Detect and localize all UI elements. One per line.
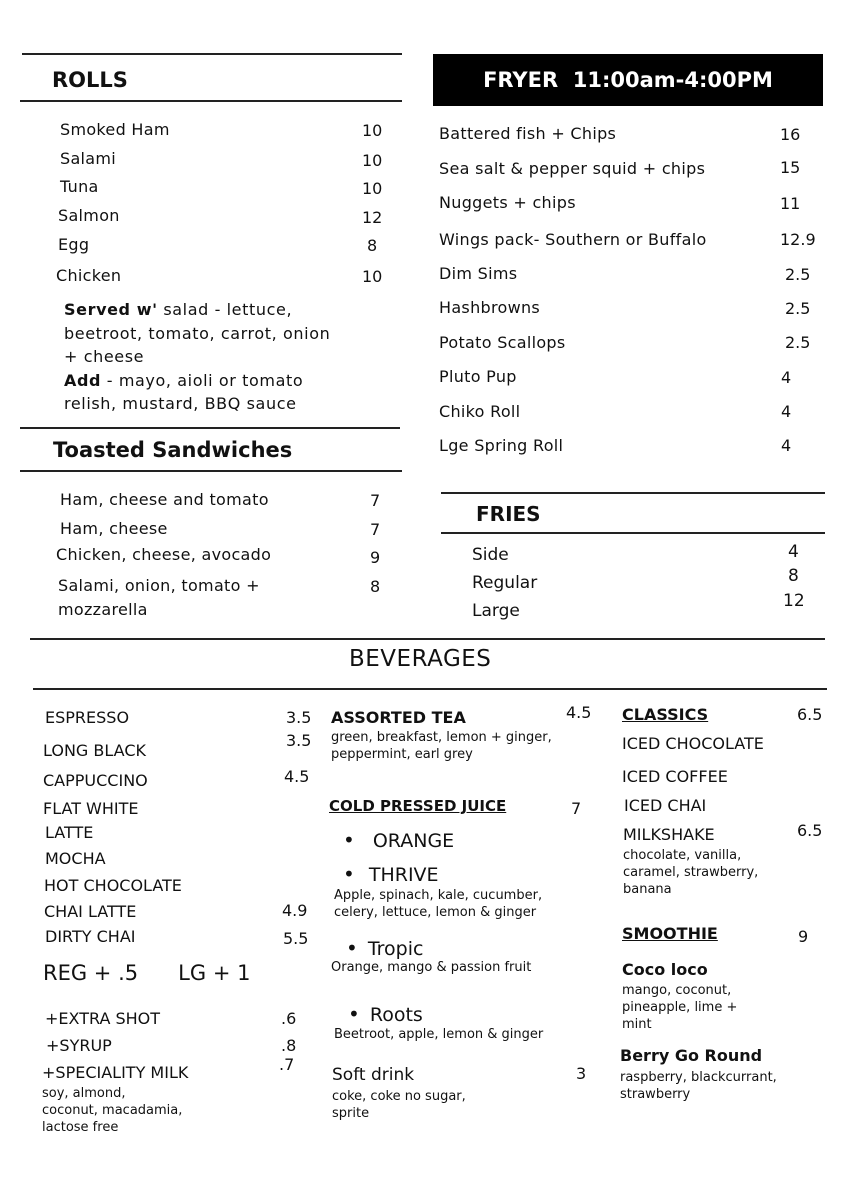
served-text-line: + cheese	[64, 347, 145, 366]
menu-item-name: ESPRESSO	[45, 708, 130, 727]
note-line: strawberry	[620, 1087, 691, 1102]
smoothie-ingredients	[622, 982, 737, 1033]
menu-item-price: 16	[780, 125, 801, 144]
menu-item-name: Regular	[472, 573, 538, 593]
divider	[30, 638, 825, 640]
note-line: soy, almond,	[42, 1086, 126, 1101]
juice-tropic	[346, 936, 423, 960]
note-line: banana	[623, 882, 672, 897]
note-line: pineapple, lime +	[622, 1000, 738, 1015]
menu-item-name: Side	[472, 545, 509, 565]
menu-item-price: 8	[370, 577, 381, 596]
menu-item-price: 11	[780, 194, 801, 213]
menu-item-price: 3.5	[286, 731, 312, 750]
milkshake-flavours	[623, 847, 758, 898]
menu-item-price: 12.9	[780, 230, 816, 249]
tea-price: 4.5	[566, 703, 592, 722]
note-line: Apple, spinach, kale, cucumber,	[334, 888, 543, 903]
menu-item-price: 8	[788, 566, 799, 586]
menu-item-name: Ham, cheese and tomato	[60, 490, 269, 509]
menu-item-name: LONG BLACK	[43, 741, 146, 760]
menu-item-price: 2.5	[785, 333, 811, 352]
menu-item-name: Potato Scallops	[439, 333, 566, 352]
menu-item-name: Tuna	[60, 177, 99, 196]
juice-name: Tropic	[367, 938, 424, 960]
soft-drink-price: 3	[576, 1064, 587, 1083]
bullet-icon: •	[343, 862, 355, 886]
add-text: - mayo, aioli or tomato	[101, 370, 304, 390]
menu-item-name: Battered fish + Chips	[439, 124, 617, 143]
note-line: sprite	[332, 1106, 370, 1121]
juice-orange	[343, 828, 454, 852]
fries-heading: FRIES	[476, 502, 541, 526]
juice-name: Roots	[369, 1004, 423, 1026]
menu-item-price: 4.5	[284, 767, 310, 786]
menu-item-name: Chicken, cheese, avocado	[56, 545, 272, 564]
menu-item-price: 9	[370, 548, 381, 567]
note-line: celery, lettuce, lemon & ginger	[334, 905, 537, 920]
rolls-heading: ROLLS	[52, 68, 128, 92]
tropic-ingredients: Orange, mango & passion fruit	[331, 960, 532, 975]
note-line: caramel, strawberry,	[623, 865, 759, 880]
note-line: mint	[622, 1017, 652, 1032]
menu-item-price: 2.5	[785, 299, 811, 318]
menu-item-price: 4	[781, 368, 792, 387]
menu-item-name: Wings pack- Southern or Buffalo	[439, 230, 707, 249]
rolls-note	[64, 298, 384, 416]
menu-item-name: Salami	[60, 149, 117, 168]
divider	[33, 688, 827, 690]
menu-item-name: LATTE	[45, 823, 94, 842]
bullet-icon: •	[346, 936, 358, 960]
smoothie-name: Berry Go Round	[620, 1046, 763, 1065]
menu-item-name: Pluto Pup	[439, 367, 517, 386]
menu-item-name: Egg	[58, 235, 90, 254]
menu-item-name: CAPPUCCINO	[43, 771, 148, 790]
menu-item-price: .6	[281, 1009, 297, 1028]
smoothie-price: 9	[798, 927, 809, 946]
milkshake-name: MILKSHAKE	[623, 825, 715, 844]
roots-ingredients: Beetroot, apple, lemon & ginger	[334, 1027, 544, 1042]
note-line: coconut, macadamia,	[42, 1103, 183, 1118]
menu-item-price: 10	[362, 151, 383, 170]
menu-item-price: 10	[362, 121, 383, 140]
divider	[441, 532, 825, 534]
smoothie-ingredients	[620, 1069, 777, 1103]
menu-item-name: HOT CHOCOLATE	[44, 876, 182, 895]
milk-options	[42, 1085, 182, 1136]
size-upcharge: REG + .5 LG + 1	[43, 961, 251, 985]
add-text-line: relish, mustard, BBQ sauce	[64, 394, 297, 413]
classic-item: ICED COFFEE	[622, 767, 728, 786]
menu-item-price: 4	[788, 542, 799, 562]
note-line: peppermint, earl grey	[331, 747, 473, 762]
juice-heading: COLD PRESSED JUICE	[329, 797, 507, 815]
juice-roots	[348, 1002, 423, 1026]
menu-item-name: Ham, cheese	[60, 519, 168, 538]
menu-item-price: .8	[281, 1036, 297, 1055]
menu-item-name: Sea salt & pepper squid + chips	[439, 159, 706, 178]
smoothie-name: Coco loco	[622, 960, 708, 979]
classics-price: 6.5	[797, 705, 823, 724]
menu-item-price: 2.5	[785, 265, 811, 284]
menu-item-price: 15	[780, 158, 801, 177]
soft-drink-name: Soft drink	[332, 1065, 415, 1085]
menu-item-price: 7	[370, 520, 381, 539]
served-text-line: beetroot, tomato, carrot, onion	[64, 323, 331, 343]
menu-item-name: Hashbrowns	[439, 298, 541, 317]
menu-item-name: Dim Sims	[439, 264, 518, 283]
menu-item-price: 12	[362, 208, 383, 227]
menu-item-price: 4	[781, 436, 792, 455]
menu-item-name: Smoked Ham	[60, 120, 170, 139]
menu-item-price: .7	[279, 1055, 295, 1074]
menu-item-price: 3.5	[286, 708, 312, 727]
served-label: Served w'	[64, 300, 158, 319]
juice-price: 7	[571, 799, 582, 818]
note-line: lactose free	[42, 1120, 119, 1135]
menu-item-name: +SYRUP	[46, 1036, 112, 1055]
menu-item-price: 5.5	[283, 929, 309, 948]
menu-item-name: DIRTY CHAI	[45, 927, 136, 946]
served-text: salad - lettuce,	[157, 300, 293, 319]
tea-name: ASSORTED TEA	[331, 708, 466, 727]
milkshake-price: 6.5	[797, 821, 823, 840]
note-line: mango, coconut,	[622, 983, 732, 998]
classic-item: ICED CHAI	[624, 796, 707, 815]
menu-item-name: FLAT WHITE	[43, 799, 139, 818]
fryer-heading-bar	[433, 54, 823, 106]
classics-heading: CLASSICS	[622, 705, 709, 724]
juice-thrive	[343, 862, 439, 886]
fryer-heading: FRYER 11:00am-4:00PM	[483, 68, 773, 92]
menu-item-name: Large	[472, 601, 520, 621]
note-line: coke, coke no sugar,	[332, 1089, 466, 1104]
menu-item-price: 10	[362, 267, 383, 286]
menu-item-price: 7	[370, 491, 381, 510]
bullet-icon: •	[343, 828, 355, 852]
tea-options	[331, 729, 552, 763]
menu-item-price: 10	[362, 179, 383, 198]
toasted-heading: Toasted Sandwiches	[53, 438, 293, 462]
menu-item-price: 12	[783, 591, 805, 611]
menu-item-name: +SPECIALITY MILK	[42, 1063, 189, 1082]
note-line: raspberry, blackcurrant,	[620, 1070, 777, 1085]
menu-item-name-line2: mozzarella	[58, 600, 148, 619]
menu-item-name: Nuggets + chips	[439, 193, 576, 212]
menu-item-price: 4.9	[282, 901, 308, 920]
divider	[20, 100, 402, 102]
menu-item-name: Chiko Roll	[439, 402, 521, 421]
menu-item-name: CHAI LATTE	[44, 902, 137, 921]
note-line: chocolate, vanilla,	[623, 848, 742, 863]
menu-item-name: Chicken	[56, 266, 122, 285]
menu-item-price: 8	[367, 236, 378, 255]
menu-item-name: Salmon	[58, 206, 120, 225]
divider	[441, 492, 825, 494]
bullet-icon: •	[348, 1002, 360, 1026]
add-label: Add	[64, 370, 102, 390]
juice-name: THRIVE	[368, 864, 439, 886]
smoothie-heading: SMOOTHIE	[622, 924, 718, 943]
thrive-ingredients	[334, 887, 542, 921]
divider	[20, 470, 402, 472]
divider	[22, 53, 402, 55]
soft-drink-options	[332, 1088, 466, 1122]
menu-item-name: MOCHA	[45, 849, 106, 868]
divider	[20, 427, 400, 429]
menu-item-price: 4	[781, 402, 792, 421]
menu-item-name: +EXTRA SHOT	[45, 1009, 161, 1028]
note-line: green, breakfast, lemon + ginger,	[331, 730, 552, 745]
classic-item: ICED CHOCOLATE	[622, 734, 764, 753]
menu-item-name: Lge Spring Roll	[439, 436, 564, 455]
beverages-heading: BEVERAGES	[349, 646, 492, 672]
juice-name: ORANGE	[372, 830, 455, 852]
menu-item-name: Salami, onion, tomato +	[58, 576, 260, 595]
